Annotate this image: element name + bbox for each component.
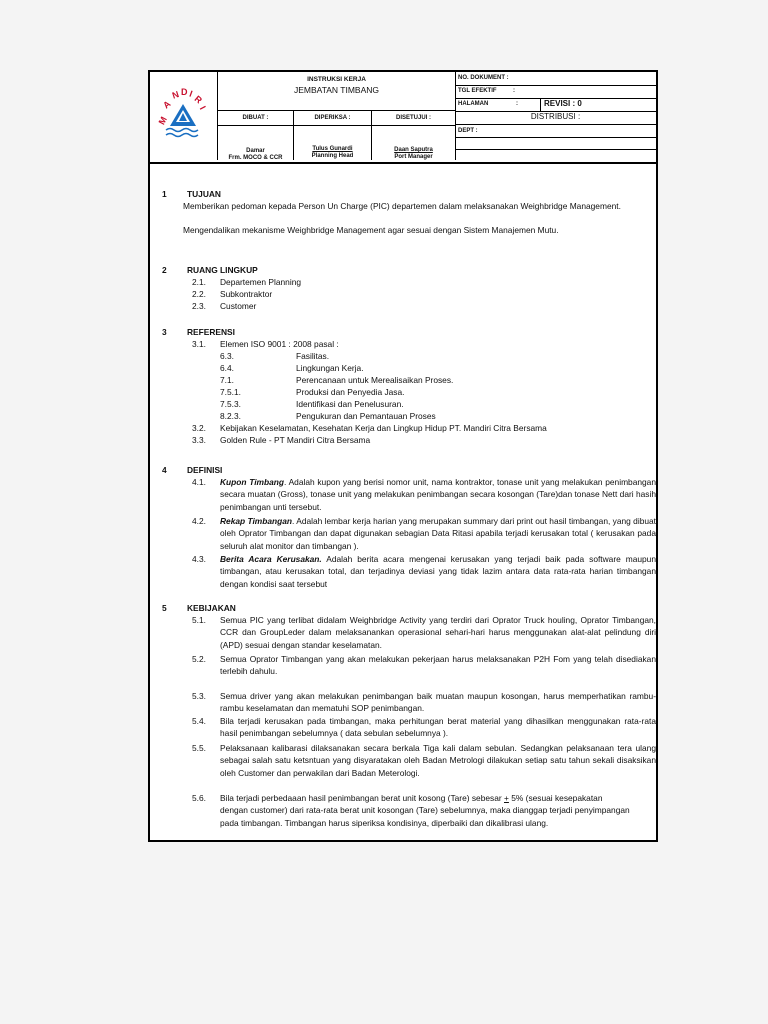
section-number: 5: [162, 603, 167, 613]
item-number: 5.4.: [192, 716, 206, 726]
svg-text:R: R: [192, 93, 205, 106]
kebijakan-item: Semua PIC yang terlibat didalam Weighbridge Activity yang terdiri dari Oprator Truck houling, Oprator Timbangan, CCR dan GroupLeder dalam melaksanankan operasional sehari-hari harus menggunakan alat-alat pelindung diri (APD) sesuai dengan standar keselamatan.: [220, 615, 656, 650]
item-number: 5.6.: [192, 793, 206, 803]
tujuan-paragraph-2: Mengendalikan mekanisme Weighbridge Management agar sesuai dengan Sistem Manajemen Mutu.: [183, 225, 559, 235]
kebijakan-item: [220, 792, 630, 829]
section-number: 4: [162, 465, 167, 475]
subitem-text: Produksi dan Penyedia Jasa.: [296, 387, 405, 397]
item-number: 4.1.: [192, 477, 206, 487]
section-number: 2: [162, 265, 167, 275]
dibuat-label: DIBUAT :: [242, 115, 269, 121]
dibuat-role: Frm. MOCO & CCR: [228, 155, 283, 161]
item-number: 5.2.: [192, 654, 206, 664]
subitem-text: Lingkungan Kerja.: [296, 363, 364, 373]
definisi-item: [220, 515, 656, 552]
diperiksa-name: Tulus Gunardi: [312, 146, 353, 152]
company-logo: [152, 80, 214, 152]
definisi-item: [220, 476, 656, 513]
term: Kupon Timbang: [220, 477, 284, 487]
svg-text:I: I: [197, 104, 208, 112]
section-number: 3: [162, 327, 167, 337]
kebijakan-item: Semua driver yang akan melakukan penimbangan baik muatan maupun kosongan, harus memperhatikan rambu-rambu keselamatan dan mematuhi SOP penimbangan.: [220, 691, 656, 714]
item-number: 5.3.: [192, 691, 206, 701]
subitem-text: Identifikasi dan Penelusuran.: [296, 399, 404, 409]
item-text: Customer: [220, 301, 257, 311]
item-number: 2.1.: [192, 277, 206, 287]
item-number: 3.2.: [192, 423, 206, 433]
kebijakan-item: Semua Oprator Timbangan yang akan melakukan pekerjaan harus melaksanakan P2H Fom yang telah disediakan terlebih dahulu.: [220, 654, 656, 677]
document-page: [148, 70, 658, 842]
item-number: 3.3.: [192, 435, 206, 445]
item-text: Departemen Planning: [220, 277, 302, 287]
term: Berita Acara Kerusakan.: [220, 554, 322, 564]
section-number: 1: [162, 189, 167, 199]
plus-minus-sign: +: [504, 793, 509, 803]
text-part: 5% (sesuai kesepakatan dengan customer) dari rata-rata berat unit kosongan (Tare) sebelumnya, maka dianggap terjadi penyimpangan pada timbangan. Timbangan harus siperiksa kondisinya, diperbaiki dan dikalibrasi ulang.: [220, 793, 630, 828]
diperiksa-label: DIPERIKSA :: [314, 115, 351, 121]
item-number: 4.2.: [192, 516, 206, 526]
subitem-number: 7.5.1.: [220, 387, 241, 397]
halaman-label: HALAMAN: [458, 101, 489, 107]
item-number: 5.1.: [192, 615, 206, 625]
item-text: Kebijakan Keselamatan, Kesehatan Kerja dan Lingkup Hidup PT. Mandiri Citra Bersama: [220, 423, 547, 433]
item-number: 3.1.: [192, 339, 206, 349]
tgl-efektif-label: TGL EFEKTIF: [458, 88, 497, 94]
no-dokumen-label: NO. DOKUMENT :: [458, 75, 509, 81]
dibuat-name: Damar: [246, 148, 265, 154]
subitem-text: Perencanaan untuk Merealisaikan Proses.: [296, 375, 454, 385]
svg-text:D: D: [181, 87, 188, 97]
section-title: REFERENSI: [187, 327, 235, 337]
dept-label: DEPT :: [458, 128, 478, 134]
item-number: 2.3.: [192, 301, 206, 311]
definition: . Adalah kupon yang berisi nomor unit, nama kontraktor, tonase unit yang melakukan penimbangan secara muatan (Gross), tonase unit yang melakukan penimbangan secara kosongan (Tare)dan tonase Nett dari hasih penimbangan unti tersebut.: [220, 477, 656, 512]
item-number: 4.3.: [192, 554, 206, 564]
svg-text:N: N: [170, 89, 181, 101]
diperiksa-role: Planning Head: [311, 153, 354, 159]
item-number: 5.5.: [192, 743, 206, 753]
item-text: Subkontraktor: [220, 289, 273, 299]
subitem-number: 8.2.3.: [220, 411, 241, 421]
halaman-colon: :: [516, 101, 518, 107]
document-header: [150, 72, 656, 164]
item-number: 2.2.: [192, 289, 206, 299]
tujuan-paragraph-1: Memberikan pedoman kepada Person Un Charge (PIC) departemen dalam melaksanakan Weighbridge Management.: [183, 201, 621, 211]
doc-type: INSTRUKSI KERJA: [307, 76, 366, 83]
doc-title: JEMBATAN TIMBANG: [293, 85, 379, 95]
term: Rekap Timbangan: [220, 516, 293, 526]
text-part: Bila terjadi perbedaaan hasil penimbangan berat unit kosong (Tare) sebesar: [220, 793, 504, 803]
definition: Adalah berita acara mengenai kerusakan yang terjadi baik pada software maupun timbangan, atau kerusakan total, dan terjadinya deviasi yang tidak lazim antara data rata-rata harian timbangan dengan kondisi saat tersebut: [220, 554, 656, 589]
section-title: TUJUAN: [187, 189, 221, 199]
section-title: RUANG LINGKUP: [187, 265, 258, 275]
svg-text:M: M: [156, 115, 169, 127]
distribusi-label: DISTRIBUSI :: [530, 112, 581, 121]
definisi-item: [220, 553, 656, 590]
svg-text:A: A: [161, 98, 173, 111]
subitem-text: Pengukuran dan Pemantauan Proses: [296, 411, 436, 421]
revisi-label: REVISI : 0: [544, 99, 582, 108]
subitem-number: 6.4.: [220, 363, 234, 373]
subitem-number: 7.5.3.: [220, 399, 241, 409]
definition: . Adalah lembar kerja harian yang merupakan summary dari print out hasil timbangan, yang dibuat oleh Oprator Timbangan dan dapat digunakan sebagian Data Ritasi apabila terjadi kerusakan total ( kerusakan pada seluruh alat monitor dan timbangan ).: [220, 516, 656, 551]
section-title: KEBIJAKAN: [187, 603, 236, 613]
svg-text:I: I: [188, 88, 194, 99]
disetujui-name: Daan Saputra: [394, 147, 433, 153]
subitem-number: 6.3.: [220, 351, 234, 361]
kebijakan-item: Pelaksanaan kalibarasi dilaksanakan secara berkala Tiga kali dalam sebulan. Sedangkan pelaksanaan tera ulang sebagai salah satu ketsntuan yang disyaratakan oleh Badan Metrologi dilakukan setiap satu tahun sekali disaksikan oleh Customer dan perwakilan dari Badan Meterologi.: [220, 743, 656, 778]
disetujui-role: Port Manager: [394, 154, 433, 160]
disetujui-label: DISETUJUI :: [395, 115, 431, 121]
subitem-text: Fasilitas.: [296, 351, 330, 361]
subitem-number: 7.1.: [220, 375, 234, 385]
section-title: DEFINISI: [187, 465, 223, 475]
kebijakan-item: Bila terjadi kerusakan pada timbangan, maka perhitungan berat material yang dihasilkan menggunakan rata-rata hasil penimbangan sebelumnya ( data sebulan sebelumnya ).: [220, 716, 656, 739]
item-text: Golden Rule - PT Mandiri Citra Bersama: [220, 435, 371, 445]
tgl-efektif-colon: :: [513, 88, 515, 94]
item-text: Elemen ISO 9001 : 2008 pasal :: [220, 339, 339, 349]
